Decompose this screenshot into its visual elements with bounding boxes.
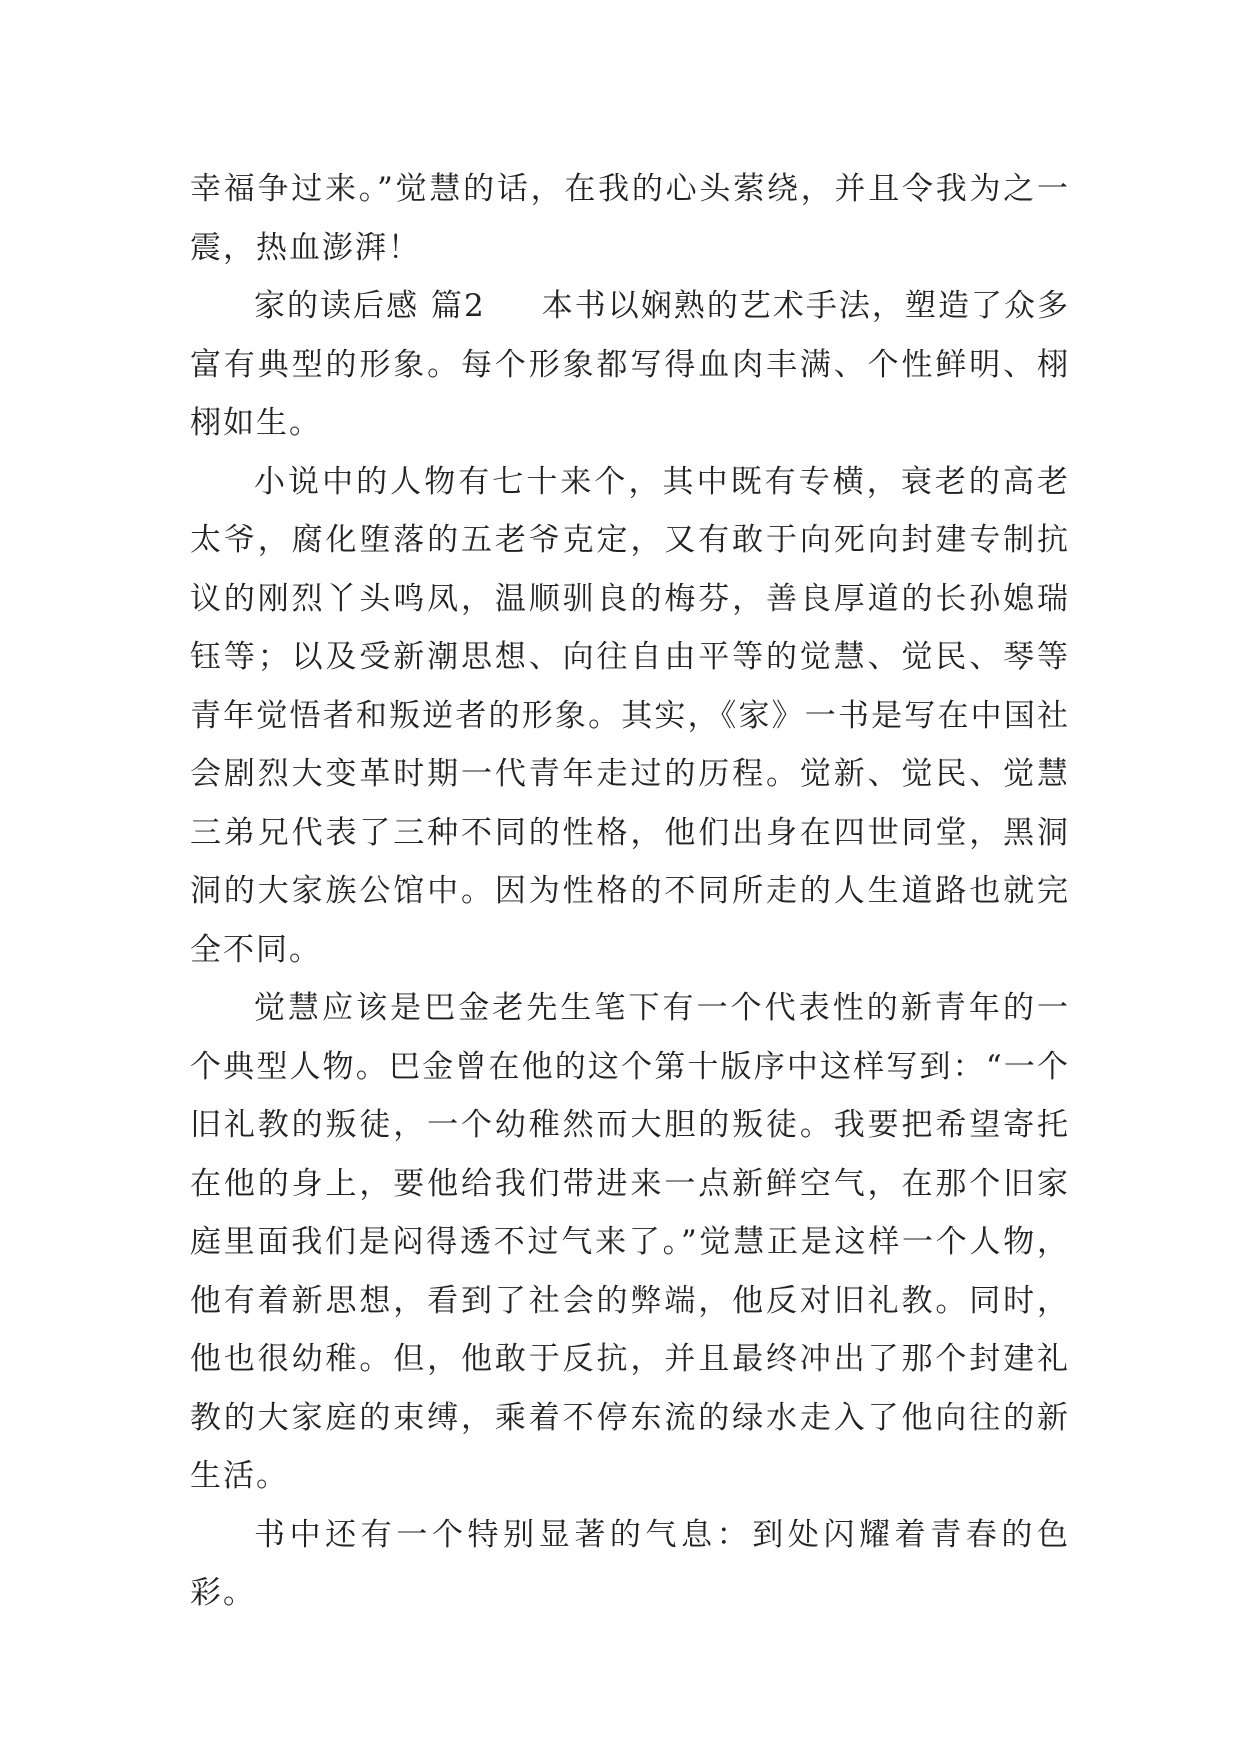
paragraph-juehui bbox=[190, 979, 1070, 1506]
paragraph-characters bbox=[190, 453, 1070, 980]
paragraph-continuation bbox=[190, 160, 1070, 277]
paragraph-text: 觉慧应该是巴金老先生笔下有一个代表性的新青年的一个典型人物。巴金曾在他的这个第十版序中这样写到：“一个旧礼教的叛徒，一个幼稚然而大胆的叛徒。我要把希望寄托在他的身上，要他给我们带进来一点新鲜空气，在那个旧家庭里面我们是闷得透不过气来了。”觉慧正是这样一个人物，他有着新思想，看到了社会的弊端，他反对旧礼教。同时，他也很幼稚。但，他敢于反抗，并且最终冲出了那个封建礼教的大家庭的束缚，乘着不停东流的绿水走入了他向往的新生活。 bbox=[190, 990, 1070, 1494]
paragraph-text: 幸福争过来。”觉慧的话，在我的心头萦绕，并且令我为之一震，热血澎湃！ bbox=[190, 171, 1070, 266]
paragraph-youth bbox=[190, 1506, 1070, 1623]
paragraph-text: 书中还有一个特别显著的气息：到处闪耀着青春的色彩。 bbox=[190, 1516, 1070, 1611]
paragraph-text: 本书以娴熟的艺术手法，塑造了众多富有典型的形象。每个形象都写得血肉丰满、个性鲜明、栩栩如生。 bbox=[190, 288, 1071, 441]
document-body bbox=[190, 160, 1070, 1623]
paragraph-text: 小说中的人物有七十来个，其中既有专横，衰老的高老太爷，腐化堕落的五老爷克定，又有敢于向死向封建专制抗议的刚烈丫头鸣凤，温顺驯良的梅芬，善良厚道的长孙媳瑞钰等；以及受新潮思想、向往自由平等的觉慧、觉民、琴等青年觉悟者和叛逆者的形象。其实，《家》一书是写在中国社会剧烈大变革时期一代青年走过的历程。觉新、觉民、觉慧三弟兄代表了三种不同的性格，他们出身在四世同堂，黑洞洞的大家族公馆中。因为性格的不同所走的人生道路也就完全不同。 bbox=[190, 463, 1070, 968]
paragraph-section-heading bbox=[190, 277, 1070, 453]
section-heading: 家的读后感 篇2 bbox=[254, 288, 486, 324]
